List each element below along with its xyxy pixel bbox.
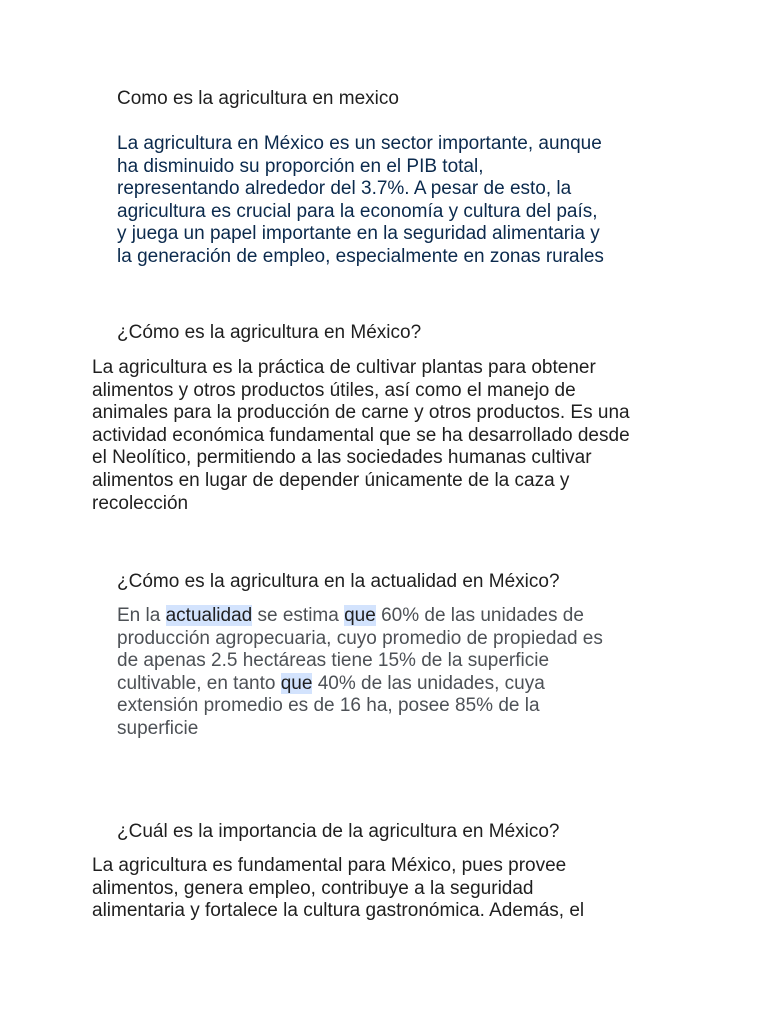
answer-paragraph-1 xyxy=(117,133,604,269)
text-line: el Neolítico, permitiendo a las sociedades humanas cultivar xyxy=(92,447,592,469)
text-line: extensión promedio es de 16 ha, posee 85% de la xyxy=(117,695,540,717)
text-line: agricultura es crucial para la economía y cultura del país, xyxy=(117,200,598,222)
text-line: animales para la producción de carne y otros productos. Es una xyxy=(92,402,630,424)
text-line: alimentaria y fortalece la cultura gastronómica. Además, el xyxy=(92,900,585,922)
search-highlight: que xyxy=(344,605,376,626)
text-line: la generación de empleo, especialmente en zonas rurales xyxy=(117,245,604,267)
text-line: La agricultura es la práctica de cultivar plantas para obtener xyxy=(92,357,596,378)
search-highlight: actualidad xyxy=(165,605,253,626)
text-line: de apenas 2.5 hectáreas tiene 15% de la superficie xyxy=(117,650,550,672)
text-run: 40% de las unidades, cuya xyxy=(312,672,545,694)
text-line: ha disminuido su proporción en el PIB total, xyxy=(117,155,484,177)
text-run: En la xyxy=(117,605,166,626)
question-heading-3: ¿Cómo es la agricultura en la actualidad en México? xyxy=(117,571,560,592)
question-heading-4: ¿Cuál es la importancia de la agricultura en México? xyxy=(117,821,560,842)
answer-paragraph-3 xyxy=(117,605,603,741)
text-line: recolección xyxy=(92,492,189,514)
question-heading-2: ¿Cómo es la agricultura en México? xyxy=(117,322,422,343)
text-line: alimentos y otros productos útiles, así como el manejo de xyxy=(92,379,576,401)
text-line: y juega un papel importante en la seguridad alimentaria y xyxy=(117,223,600,245)
text-line xyxy=(117,673,603,696)
text-line: La agricultura es fundamental para México, pues provee xyxy=(92,855,567,876)
text-line: producción agropecuaria, cuyo promedio de propiedad es xyxy=(117,627,603,649)
text-line: representando alrededor del 3.7%. A pesar de esto, la xyxy=(117,178,572,200)
text-run: se estima xyxy=(252,605,345,626)
answer-paragraph-4 xyxy=(92,855,584,923)
text-line: superficie xyxy=(117,717,199,739)
text-run: cultivable, en tanto xyxy=(117,672,281,694)
text-run: 60% de las unidades de xyxy=(375,605,584,626)
answer-paragraph-2 xyxy=(92,357,630,515)
search-highlight: que xyxy=(280,672,313,694)
text-line: actividad económica fundamental que se ha desarrollado desde xyxy=(92,424,630,446)
text-line: alimentos en lugar de depender únicamente de la caza y xyxy=(92,469,570,491)
text-line: La agricultura en México es un sector importante, aunque xyxy=(117,133,602,154)
question-heading-1: Como es la agricultura en mexico xyxy=(117,88,399,109)
text-line xyxy=(117,605,603,628)
text-line: alimentos, genera empleo, contribuye a la seguridad xyxy=(92,877,534,899)
